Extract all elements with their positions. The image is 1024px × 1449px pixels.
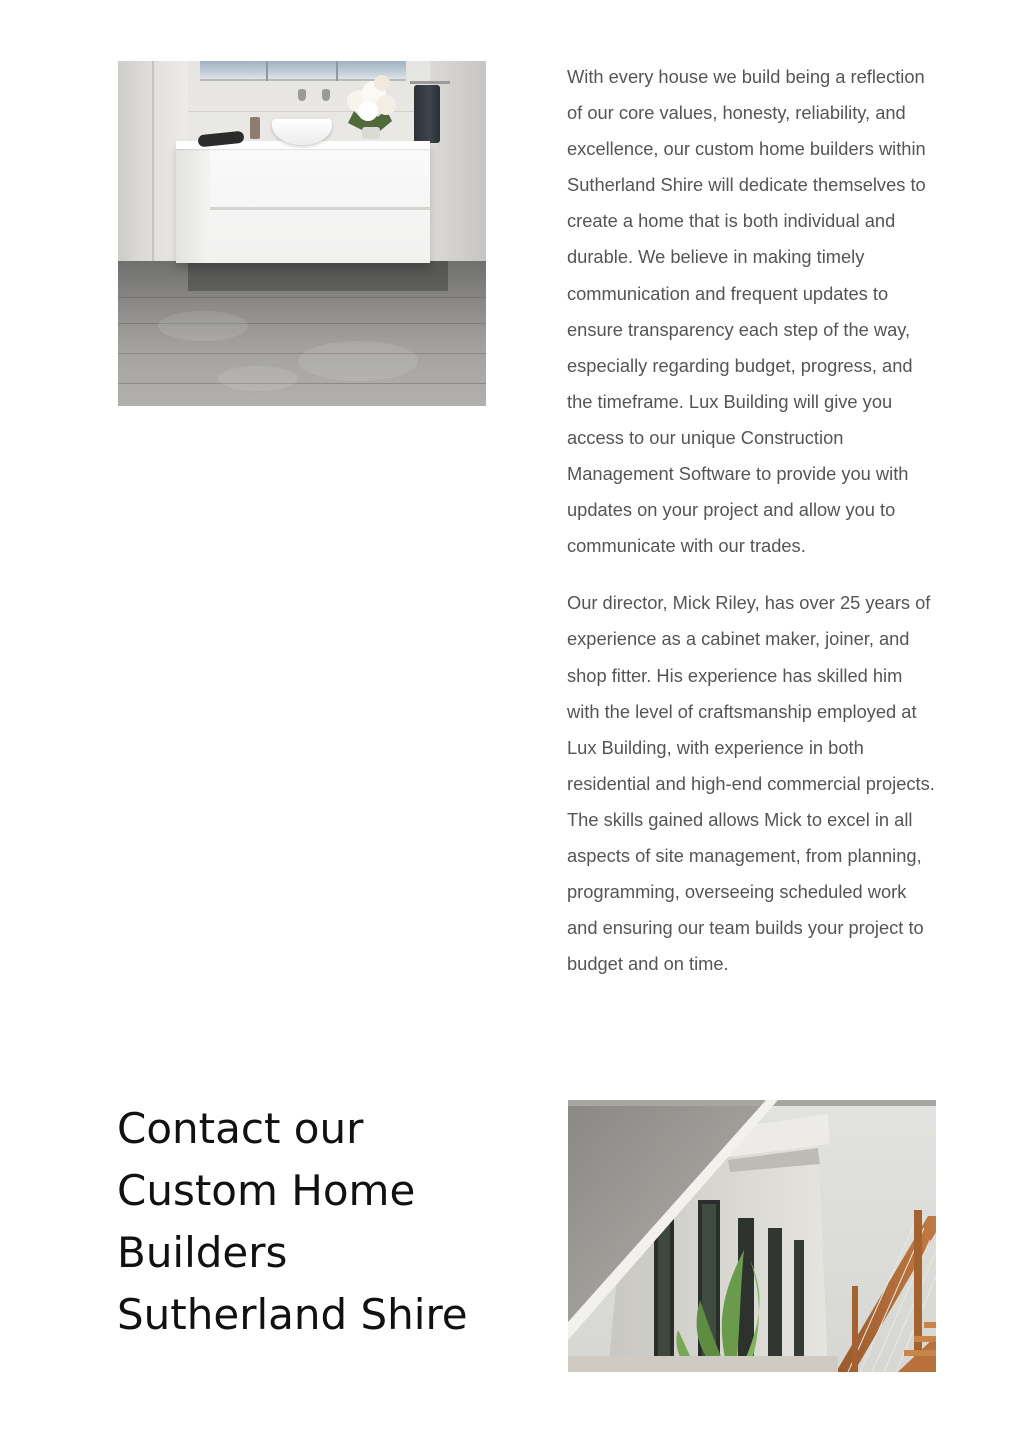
- about-copy: [567, 59, 939, 982]
- contact-heading: Contact our Custom Home Builders Sutherland Shire: [117, 1104, 468, 1339]
- about-paragraph-1: With every house we build being a reflection of our core values, honesty, reliability, and excellence, our custom home builders within Sutherland Shire will dedicate themselves to create a home that is both individual and durable. We believe in making timely communication and frequent updates to ensure transparency each step of the way, especially regarding budget, progress, and the timeframe. Lux Building will give you access to our unique Construction Management Software to provide you with updates on your project and allow you to communicate with our trades.: [567, 66, 926, 557]
- house-exterior-icon: [568, 1100, 936, 1372]
- about-paragraph-2: Our director, Mick Riley, has over 25 years of experience as a cabinet maker, joiner, and shop fitter. His experience has skilled him with the level of craftsmanship employed at Lux Building, with experience in both residential and high-end commercial projects. The skills gained allows Mick to excel in all aspects of site management, from planning, programming, overseeing scheduled work and ensuring our team builds your project to budget and on time.: [567, 592, 935, 975]
- flowers-icon: [340, 71, 402, 141]
- bathroom-image: [118, 61, 486, 406]
- house-image: [568, 1100, 936, 1372]
